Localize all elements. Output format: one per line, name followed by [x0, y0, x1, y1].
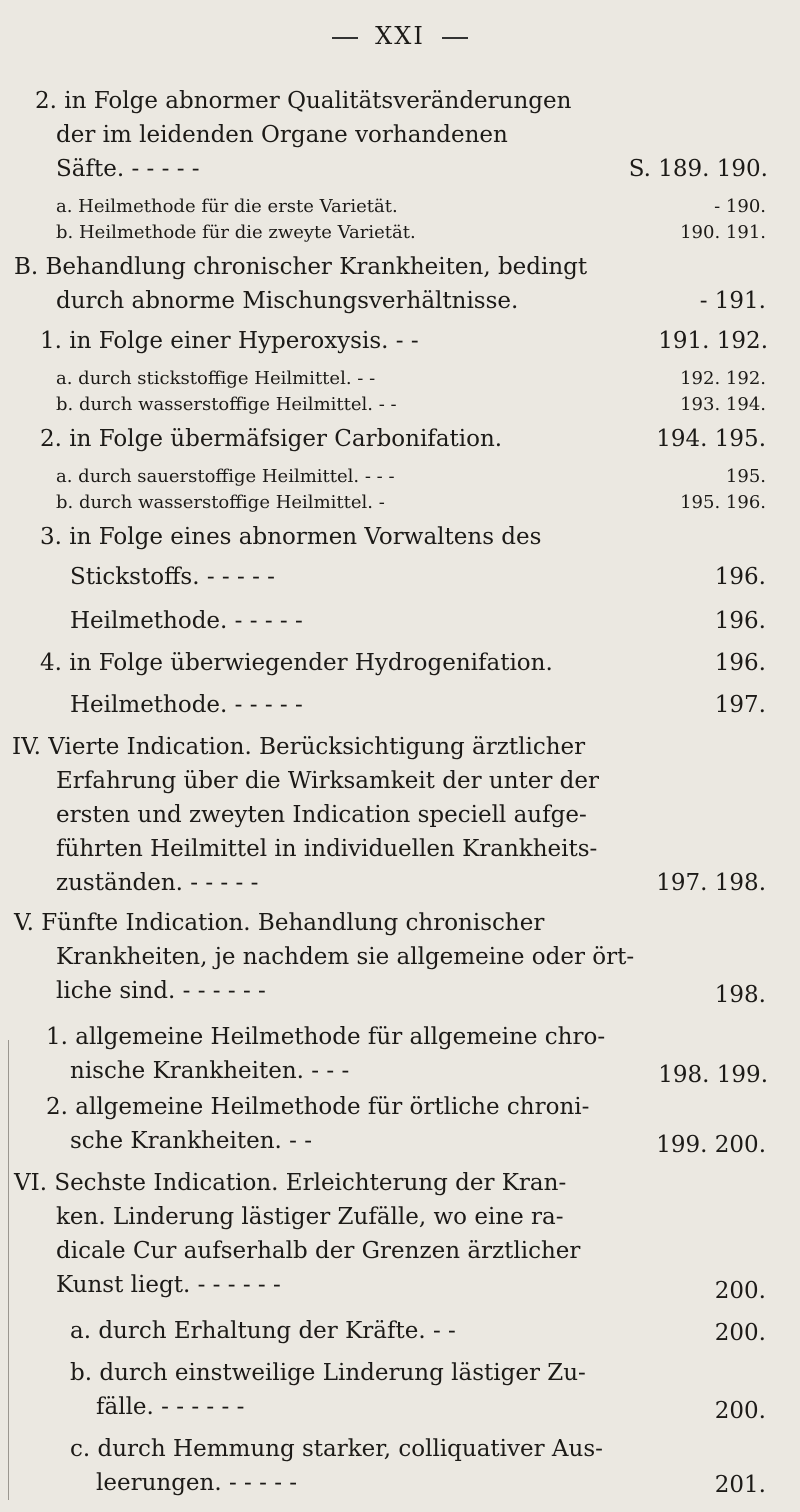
toc-page-ref: 196. — [714, 564, 766, 590]
toc-line: Stickstoffs. - - - - - — [70, 564, 275, 590]
toc-line: 1. allgemeine Heilmethode für allgemeine chro- — [46, 1024, 606, 1050]
toc-line: der im leidenden Organe vorhandenen — [56, 122, 508, 148]
toc-page-ref: 196. — [714, 608, 766, 634]
toc-page-ref: 192. 192. — [680, 368, 766, 389]
toc-page-ref: 198. — [714, 982, 766, 1008]
header-dash-right — [442, 37, 468, 39]
toc-page-ref: 193. 194. — [680, 394, 766, 415]
toc-line: ersten und zweyten Indication speciell aufge- — [56, 802, 587, 828]
toc-line: Kunst liegt. - - - - - - — [56, 1272, 281, 1298]
toc-line: durch abnorme Mischungsverhältnisse. — [56, 288, 519, 314]
toc-line: Krankheiten, je nachdem sie allgemeine oder ört- — [56, 944, 635, 970]
toc-page-ref: 200. — [714, 1320, 766, 1346]
toc-page-ref: 190. 191. — [680, 222, 766, 243]
toc-line: b. durch wasserstoffige Heilmittel. - — [56, 492, 385, 513]
page-edge-shadow — [8, 1040, 9, 1500]
toc-line: b. Heilmethode für die zweyte Varietät. — [56, 222, 416, 243]
toc-page-ref: 194. 195. — [656, 426, 766, 452]
toc-line: 2. allgemeine Heilmethode für örtliche chroni- — [46, 1094, 590, 1120]
toc-page-ref: 200. — [714, 1278, 766, 1304]
toc-line: b. durch wasserstoffige Heilmittel. - - — [56, 394, 397, 415]
page-header — [0, 22, 800, 50]
toc-line: Heilmethode. - - - - - — [70, 608, 303, 634]
toc-line: 4. in Folge überwiegender Hydrogenifation. — [40, 650, 553, 676]
toc-line: 2. in Folge abnormer Qualitätsveränderungen — [35, 88, 572, 114]
toc-line: a. durch Erhaltung der Kräfte. - - — [70, 1318, 456, 1344]
toc-line: leerungen. - - - - - — [96, 1470, 298, 1496]
toc-page-ref: 191. 192. — [658, 328, 768, 354]
toc-line: 2. in Folge übermäfsiger Carbonifation. — [40, 426, 503, 452]
toc-page-ref: 201. — [714, 1472, 766, 1498]
toc-page-ref: S. 189. 190. — [628, 156, 768, 182]
header-dash-left — [332, 37, 358, 39]
toc-line: IV. Vierte Indication. Berücksichtigung ärztlicher — [12, 734, 586, 760]
toc-line: fälle. - - - - - - — [96, 1394, 245, 1420]
toc-page-ref: 195. 196. — [680, 492, 766, 513]
toc-line: c. durch Hemmung starker, colliquativer Aus- — [70, 1436, 603, 1462]
toc-line: ken. Linderung lästiger Zufälle, wo eine ra- — [56, 1204, 564, 1230]
toc-line: b. durch einstweilige Linderung lästiger Zu- — [70, 1360, 586, 1386]
toc-line: Säfte. - - - - - — [56, 156, 200, 182]
toc-line: sche Krankheiten. - - — [70, 1128, 312, 1154]
toc-line: zuständen. - - - - - — [56, 870, 259, 896]
toc-page-ref: 195. — [725, 466, 766, 487]
toc-line: VI. Sechste Indication. Erleichterung der Kran- — [14, 1170, 567, 1196]
toc-line: a. durch sauerstoffige Heilmittel. - - - — [56, 466, 395, 487]
page-number: XXI — [375, 22, 425, 50]
toc-line: a. durch stickstoffige Heilmittel. - - — [56, 368, 376, 389]
toc-line: 3. in Folge eines abnormen Vorwaltens des — [40, 524, 542, 550]
toc-page-ref: 197. 198. — [656, 870, 766, 896]
toc-line: V. Fünfte Indication. Behandlung chronischer — [14, 910, 545, 936]
toc-line: B. Behandlung chronischer Krankheiten, bedingt — [14, 254, 588, 280]
toc-line: 1. in Folge einer Hyperoxysis. - - — [40, 328, 419, 354]
toc-page-ref: - 191. — [699, 288, 766, 314]
toc-line: a. Heilmethode für die erste Varietät. — [56, 196, 398, 217]
toc-page-ref: - 190. — [714, 196, 766, 217]
toc-page-ref: 200. — [714, 1398, 766, 1424]
toc-page-ref: 196. — [714, 650, 766, 676]
toc-line: Heilmethode. - - - - - — [70, 692, 303, 718]
toc-page-ref: 197. — [714, 692, 766, 718]
toc-page-ref: 199. 200. — [656, 1132, 766, 1158]
toc-line: nische Krankheiten. - - - — [70, 1058, 350, 1084]
toc-line: dicale Cur aufserhalb der Grenzen ärztlicher — [56, 1238, 581, 1264]
toc-line: liche sind. - - - - - - — [56, 978, 266, 1004]
toc-line: Erfahrung über die Wirksamkeit der unter der — [56, 768, 599, 794]
toc-line: führten Heilmittel in individuellen Krankheits- — [56, 836, 598, 862]
toc-page-ref: 198. 199. — [658, 1062, 768, 1088]
